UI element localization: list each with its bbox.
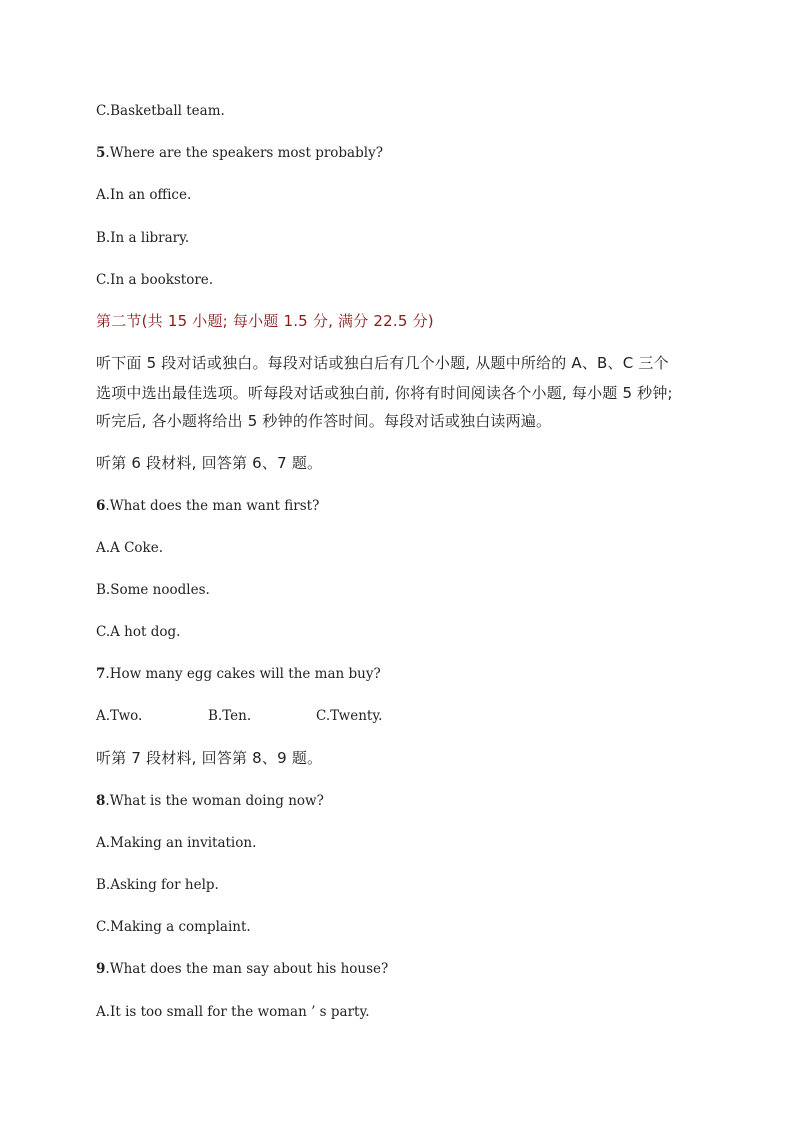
q7-option-b: B.Ten.	[208, 708, 252, 724]
q5-option-c: C.In a bookstore.	[96, 272, 214, 288]
q7-number: 7	[96, 666, 106, 682]
q7-text: .How many egg cakes will the man buy?	[105, 666, 381, 682]
q7-option-a: A.Two.	[96, 708, 143, 724]
q6-option-b: B.Some noodles.	[96, 582, 210, 598]
q9-number: 9	[96, 961, 106, 977]
q6-option-a: A.A Coke.	[96, 540, 163, 556]
q9-option-a: A.It is too small for the woman ’ s party.	[96, 1004, 370, 1020]
q5-option-b: B.In a library.	[96, 230, 190, 246]
section2-detail: (共 15 小题; 每小题 1.5 分, 满分 22.5 分)	[141, 312, 434, 330]
q6-question	[96, 496, 319, 516]
q4-option-c: C.Basketball team.	[96, 103, 225, 119]
section2-title: 第二节	[96, 312, 142, 330]
section2-instructions-line-3: 听完后, 各小题将给出 5 秒钟的作答时间。每段对话或独白读两遍。	[96, 412, 552, 430]
q6-number: 6	[96, 498, 106, 514]
q7-question	[96, 664, 381, 684]
q8-text: .What is the woman doing now?	[105, 793, 324, 809]
section2-instructions-line-1: 听下面 5 段对话或独白。每段对话或独白后有几个小题, 从题中所给的 A、B、C 三个	[96, 354, 669, 372]
q8-option-c: C.Making a complaint.	[96, 919, 251, 935]
section2-heading	[96, 311, 434, 331]
q7-options	[96, 706, 382, 726]
q8-option-a: A.Making an invitation.	[96, 835, 257, 851]
q6-option-c: C.A hot dog.	[96, 624, 181, 640]
q8-number: 8	[96, 793, 106, 809]
q5-option-a: A.In an office.	[96, 187, 192, 203]
material7-intro: 听第 7 段材料, 回答第 8、9 题。	[96, 749, 323, 767]
section2-instructions-line-2: 选项中选出最佳选项。听每段对话或独白前, 你将有时间阅读各个小题, 每小题 5 秒钟;	[96, 384, 673, 402]
q9-question	[96, 959, 388, 979]
q8-option-b: B.Asking for help.	[96, 877, 219, 893]
q6-text: .What does the man want first?	[105, 498, 320, 514]
material6-intro: 听第 6 段材料, 回答第 6、7 题。	[96, 454, 323, 472]
q5-text: .Where are the speakers most probably?	[105, 145, 383, 161]
q9-text: .What does the man say about his house?	[105, 961, 389, 977]
q7-option-c: C.Twenty.	[316, 708, 383, 724]
q8-question	[96, 791, 324, 811]
q5-question	[96, 143, 383, 163]
q5-number: 5	[96, 145, 106, 161]
